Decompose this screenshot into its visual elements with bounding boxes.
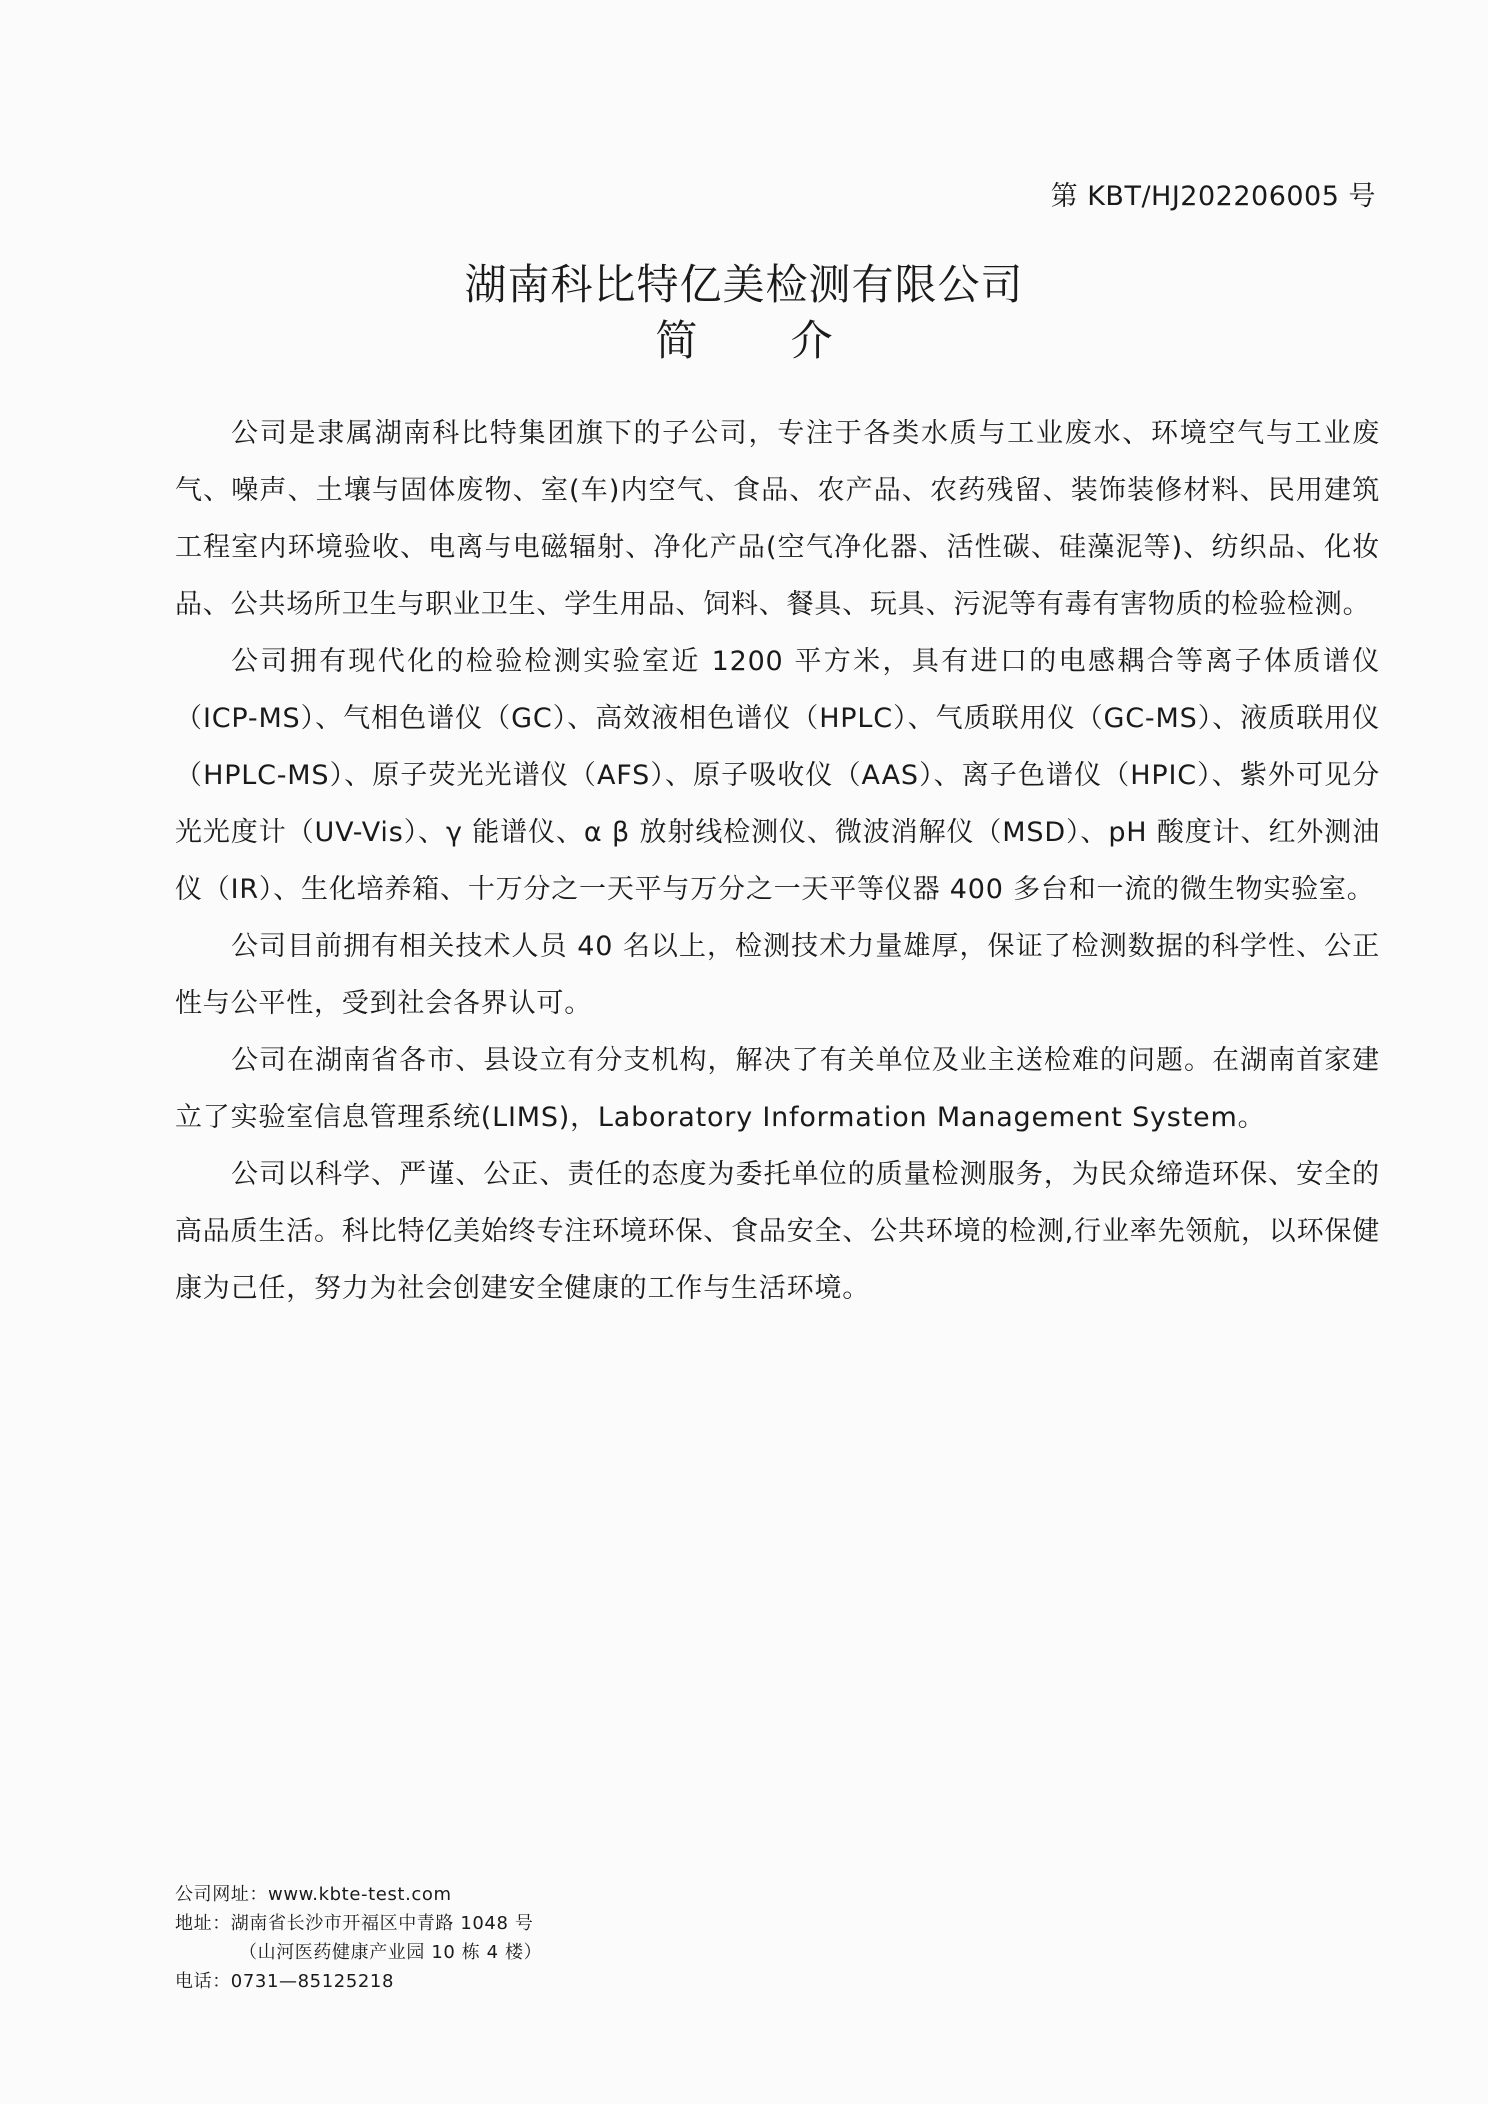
document-number: 第 KBT/HJ202206005 号 [1050, 181, 1376, 212]
address-line: 地址：湖南省长沙市开福区中青路 1048 号 [175, 1913, 534, 1934]
paragraph: 公司是隶属湖南科比特集团旗下的子公司，专注于各类水质与工业废水、环境空气与工业废气、噪声、土壤与固体废物、室(车)内空气、食品、农产品、农药残留、装饰装修材料、民用建筑工程室内环境验收、电离与电磁辐射、净化产品(空气净化器、活性碳、硅藻泥等)、纺织品、化妆品、公共场所卫生与职业卫生、学生用品、饲料、餐具、玩具、污泥等有毒有害物质的检验检测。 [175, 418, 1380, 620]
document-subtitle: 简 介 [655, 316, 873, 365]
phone-line: 电话：0731—85125218 [175, 1971, 395, 1992]
paragraph: 公司以科学、严谨、公正、责任的态度为委托单位的质量检测服务，为民众缔造环保、安全的高品质生活。科比特亿美始终专注环境环保、食品安全、公共环境的检测,行业率先领航，以环保健康为己任，努力为社会创建安全健康的工作与生活环境。 [175, 1159, 1380, 1304]
paragraph: 公司拥有现代化的检验检测实验室近 1200 平方米，具有进口的电感耦合等离子体质谱仪（ICP-MS）、气相色谱仪（GC）、高效液相色谱仪（HPLC）、气质联用仪（GC-MS）、液质联用仪（HPLC-MS）、原子荧光光谱仪（AFS）、原子吸收仪（AAS）、离子色谱仪（HPIC）、紫外可见分光光度计（UV-Vis）、γ 能谱仪、α β 放射线检测仪、微波消解仪（MSD）、pH 酸度计、红外测油仪（IR）、生化培养箱、十万分之一天平与万分之一天平等仪器 400 多台和一流的微生物实验室。 [175, 646, 1380, 905]
website-line: 公司网址：www.kbte-test.com [175, 1884, 452, 1905]
contact-footer [175, 1880, 875, 1996]
address-detail-line: （山河医药健康产业园 10 栋 4 楼） [239, 1942, 543, 1963]
paragraph: 公司在湖南省各市、县设立有分支机构，解决了有关单位及业主送检难的问题。在湖南首家建立了实验室信息管理系统(LIMS)，Laboratory Information Management System。 [175, 1045, 1380, 1133]
paragraph: 公司目前拥有相关技术人员 40 名以上，检测技术力量雄厚，保证了检测数据的科学性、公正性与公平性，受到社会各界认可。 [175, 931, 1380, 1019]
document-body [175, 405, 1380, 1317]
company-title: 湖南科比特亿美检测有限公司 [464, 260, 1024, 309]
